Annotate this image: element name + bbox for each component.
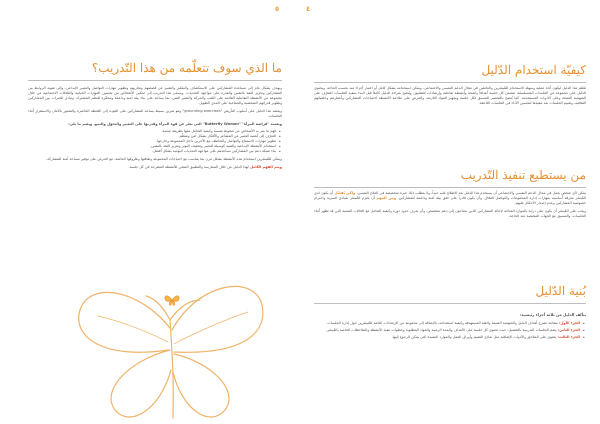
butterfly-lower-wing-left (111, 350, 171, 417)
list-item (314, 321, 580, 326)
structure-item-text: مقدّمة تشرح أهداف الدليل والمنهجية المتبعة والفئة المستهدفة وكيفية استخدامه، بالإضافة إلى مجموعة من الإرشادات العامة للمُيسّرين حول إدارة الجلسات. (326, 320, 558, 325)
grounding-paragraph: ويعتمد هذا الدليل على أسلوب التأريض "grounding exercises" وهو تمرين بسيط يساعد المشاركين على العودة إلى اللحظة الحاضرة والشعور بالأمان والاستقرار أثناء الجلسات. (28, 109, 282, 119)
learning-outcomes-list (28, 129, 282, 154)
structure-intro: يتألف الدليل من ثلاثة أجزاء رئيسية: (519, 311, 586, 317)
butterfly-body (170, 320, 173, 418)
left-page-body (28, 86, 282, 170)
section2-body (314, 191, 586, 219)
left-heading-rule (28, 80, 282, 81)
section-heading-how-to-use: كيفيّة استخدام الدّليل (481, 63, 586, 77)
section-heading-who-can-implement: من يستطيع تنفيذ التّدريب (460, 168, 586, 182)
closing-paragraph: ويمكن للمُيسّرين استخدام هذه الأنشطة بشكل مرن بما يتناسب مع احتياجات المجموعة وثقافتها وظروفها الخاصة، مع الحرص على توفير مساحة آمنة للمشاركة. (46, 157, 282, 162)
butterfly-illustration (70, 250, 270, 424)
list-item (314, 335, 580, 340)
section2-text-b: أن يكون لدى المُيسّر معرفة أساسية بمهارات إدارة المجموعات والتواصل الفعّال، وأن يكون قادراً على خلق بيئة آمنة وداعمة للمشاركين. (314, 191, 586, 201)
butterfly-lower-wing-right (173, 354, 229, 417)
list-item: • بناء شبكة دعم بين المشاركين تساعدهم على مواجهة التحديات اليومية بشكل أفضل. (28, 149, 276, 154)
section2-text-c: أن يلتزم المُيسّر بمبادئ السرية واحترام خصوصية المشاركين وعدم إصدار الأحكام عليهم. (314, 196, 586, 206)
list-item: • فهم ما يمر به الأشخاص من ضغوط نفسية وكيفية التعامل معها بطريقة صحية. (28, 129, 276, 134)
page-number-left: ٥ (275, 5, 280, 13)
section1-rule (314, 82, 586, 83)
structure-item-text: يحتوي على الملاحق والأدوات الإضافية مثل نماذج التقييم وأوراق العمل والموارد المفيدة التي يمكن الرجوع إليها. (391, 334, 557, 339)
structure-item-text: يضم الجلسات التدريبية بالتفصيل، حيث تحتوي كل جلسة على الأهداف والمدة الزمنية والمواد المطلوبة وخطوات تنفيذ الأنشطة والملاحظات الخاصة بالمُيسّر. (325, 327, 557, 332)
section2-paragraph-a (314, 191, 586, 206)
left-page-heading: ما الذي سوف تتعلّمه من هذا التّدريب؟ (91, 61, 282, 75)
page-number-right: ٤ (306, 5, 311, 13)
right-page (300, 0, 600, 424)
final-paragraph (28, 165, 282, 170)
section2-text-a: يمكن لأي شخص يعمل في مجال الدعم النفسي والاجتماعي أن يستخدم هذا الدليل بعد الاطلاع عليه جيداً، ولا يتطلب ذلك خبرة متخصصة في العلاج النفسي، (356, 191, 586, 195)
structure-item-label: الجزء الأول: (558, 320, 580, 325)
section2-paragraph-d: ويجب على المُيسّر أن يكون على دراية بالموارد المتاحة لإحالة المشاركين الذين يحتاجون إلى دعم متخصص، وأن يعرف حدود دوره وكيفية التعامل مع الحالات الصعبة التي قد تظهر أثناء الجلسات، والتنسيق مع الجهات المختصة عند الحاجة. (314, 209, 586, 219)
butterfly-paragraph: وتعتمد "فراشة المرأة" "Butterfly Woman" التي تعبّر عن قوة المرأة وقدرتها على التغيير والتحوّل والنمو، ويضم ما يلي: (68, 121, 282, 126)
section-heading-structure: بُنية الدّليل (535, 284, 586, 298)
butterfly-upper-wing-right (172, 286, 263, 352)
section2-highlight-2: ومن المهم (376, 196, 397, 201)
structure-list (314, 321, 586, 340)
section1-paragraph: صُمّم هذا الدليل ليكون أداة عملية وسهلة الاستخدام للمُيسّرين والعاملين في مجال الدعم النفسي والاجتماعي، ويمكن استخدامه بشكل كامل أو اختيار أجزاء منه بحسب الحاجة. ويحتوي الدليل على مجموعة من الجلسات المتسلسلة، تتضمن كل جلسة أهدافاً واضحة وأنشطة تفاعلية وإرشادات للتطبيق. ويُنصح بقراءة الدليل كاملاً قبل البدء بتنفيذ الجلسات للتعرّف على المنهجية المتبعة وعلى الأدوات المستخدمة. كما يُنصح بالتحضير المسبق لكل جلسة وتجهيز المواد اللازمة، والحرص على ملاءمة الأنشطة لاحتياجات المشاركين وأعمارهم وخلفياتهم الثقافية، وتقييم الجلسات بعد تنفيذها لتحسين الأداء في الجلسات اللاحقة. (314, 86, 586, 106)
list-item (314, 328, 580, 333)
section3-rule (314, 303, 586, 304)
list-item: • تطوير مهارات الاستماع والتواصل والتعاطف مع الآخرين داخل المجموعة وخارجها. (28, 139, 276, 144)
section1-body (314, 86, 586, 106)
section3-body (314, 308, 586, 340)
final-label: ويتم الفهم الكامل (249, 165, 282, 170)
list-item: • التعرّف إلى أهمية التعبير عن المشاعر والأفكار بشكل آمن ومنظّم. (28, 134, 276, 139)
small-butterfly-icon (164, 293, 180, 307)
final-text: لهذا الدليل من خلال الممارسة والتطبيق العملي للأنشطة المقترحة في كل جلسة. (128, 165, 249, 170)
section2-highlight-1: ولكن يُفضّل (334, 191, 356, 195)
left-intro-paragraph: ويهدف بشكل عام إلى مساعدة المشاركين على الاستكشاف والتفكير والتعبير عن قصصهم وتجاربهم وتطوير مهارات التواصل والتعبير الإبداعي، وإلى تقوية الروابط بين المشاركين وتعزيز الثقة بالنفس والقدرة على مواجهة التحديات. ويسعى هذا التدريب إلى تمكين الأشخاص من تحسين المهارات الحياتية والعلاقات الاجتماعية من خلال مجموعة من الأنشطة التفاعلية القائمة على اللعب والحركة والتعبير الفني، بما يساعد على بناء بيئة آمنة وداعمة ومحفّزة للتعلّم المشترك، وتبادل الخبرات بين المشاركين وتطوير قدراتهم الشخصية والجماعية على المدى الطويل. (28, 86, 282, 106)
list-item: • استخدام الأنشطة الإبداعية والفنية كوسيلة للتعبير وتخفيف التوتر وتعزيز الثقة بالنفس. (28, 144, 276, 149)
section2-rule (314, 187, 586, 188)
structure-item-label: الجزء الثاني: (557, 327, 580, 332)
structure-item-label: الجزء الثالث: (557, 334, 580, 339)
